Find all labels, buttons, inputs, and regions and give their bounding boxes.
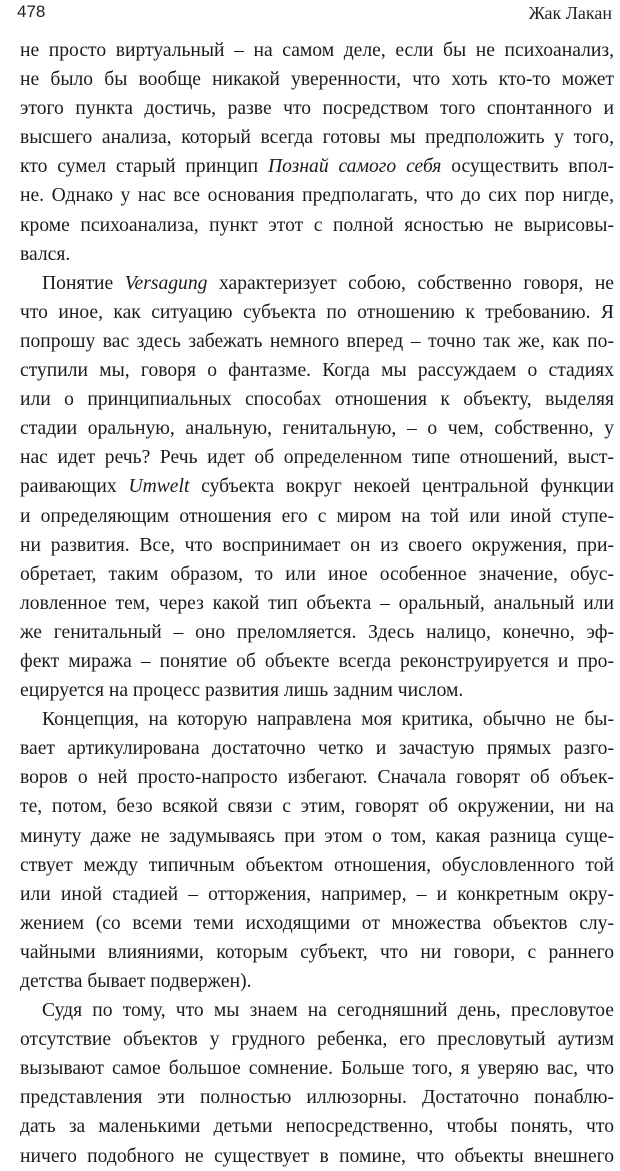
text-line	[20, 822, 614, 851]
text-run: или о принципиальных способах отношения к объекту, выделяя	[20, 389, 614, 411]
text-run: дать за маленькими детьми непосредственно, чтобы понять, что	[20, 1116, 614, 1138]
text-run: не. Однако у нас все основания предполагать, что до сих пор нигде,	[20, 185, 614, 207]
text-run: высшего анализа, который всегда готовы мы предположить у того,	[20, 127, 614, 149]
text-run: кто сумел старый принцип	[20, 156, 268, 178]
paragraph	[20, 996, 614, 1171]
text-run: детства бывает подвержен).	[20, 971, 252, 992]
paragraph	[20, 36, 614, 269]
text-line	[20, 1054, 614, 1083]
text-line	[20, 967, 614, 996]
text-run: попрошу вас здесь забежать немного вперед – точно так же, как по-	[20, 330, 614, 352]
text-line	[20, 94, 614, 123]
text-run: и определяющим отношения его с миром на той или иной ступе-	[20, 505, 614, 527]
text-line	[20, 65, 614, 94]
text-line	[20, 152, 614, 181]
text-line	[20, 560, 614, 589]
running-title: Жак Лакан	[528, 3, 612, 23]
text-line	[20, 356, 614, 385]
text-run: не просто виртуальный – на самом деле, если бы не психоанализ,	[20, 40, 614, 61]
text-run: чайными влияниями, которым субъект, что ни говори, с раннего	[20, 941, 614, 963]
text-run: обретает, таким образом, то или иное особенное значение, обус-	[20, 563, 614, 585]
text-run: субъекта вокруг некоей центральной функции	[189, 476, 615, 498]
text-run: Понятие	[42, 272, 125, 294]
text-line	[20, 647, 614, 676]
text-line	[20, 123, 614, 152]
text-run: же генитальный – оно преломляется. Здесь налицо, конечно, эф-	[20, 621, 614, 643]
text-line	[20, 1025, 614, 1054]
text-run: воров о ней просто-напросто избегают. Сначала говорят об объек-	[20, 767, 614, 789]
paragraph	[20, 269, 614, 705]
text-line	[20, 1112, 614, 1141]
text-line	[20, 531, 614, 560]
text-run: не было бы вообще никакой уверенности, что хоть кто-то может	[20, 69, 614, 91]
text-line	[20, 938, 614, 967]
text-line	[20, 298, 614, 327]
text-run: характеризует собою, собственно говоря, не	[207, 272, 614, 294]
text-run: ловленное тем, через какой тип объекта – оральный, анальный или	[20, 592, 614, 614]
text-run: ни развития. Все, что воспринимает он из своего окружения, при-	[20, 534, 614, 556]
text-run: ствует между типичным объектом отношения, обусловленного той	[20, 854, 614, 876]
body-text	[20, 36, 614, 1171]
text-line	[20, 618, 614, 647]
text-line	[20, 211, 614, 240]
text-run: те, потом, безо всякой связи с этим, говорят об окружении, ни на	[20, 796, 614, 818]
text-run: раивающих	[20, 476, 129, 498]
text-run: вызывают самое большое сомнение. Больше того, я уверяю вас, что	[20, 1058, 614, 1080]
text-line	[20, 269, 614, 298]
text-run: нас идет речь? Речь идет об определенном типе отношений, выст-	[20, 447, 614, 469]
text-line	[20, 734, 614, 763]
text-run: жением (со всеми теми исходящими от множества объектов слу-	[20, 912, 614, 934]
paragraph	[20, 705, 614, 996]
text-line	[20, 1142, 614, 1171]
text-line	[20, 502, 614, 531]
text-run: этого пункта достичь, разве что посредством того спонтанного и	[20, 98, 614, 120]
text-line	[20, 414, 614, 443]
text-line	[20, 181, 614, 210]
text-line	[20, 589, 614, 618]
text-run: Концепция, на которую направлена моя критика, обычно не бы-	[42, 709, 614, 731]
text-line	[20, 472, 614, 501]
text-run: представления эти полностью иллюзорны. Достаточно понаблю-	[20, 1087, 614, 1109]
italic-term: Umwelt	[128, 476, 190, 498]
page-header	[0, 0, 620, 30]
text-run: ступили мы, говоря о фантазме. Когда мы рассуждаем о стадиях	[20, 360, 614, 382]
text-run: ничего подобного не существует в помине, что объекты внешнего	[20, 1145, 614, 1167]
text-run: ецируется на процесс развития лишь задним числом.	[20, 680, 464, 702]
text-line	[20, 240, 614, 269]
text-run: отсутствие объектов у грудного ребенка, его пресловутый аутизм	[20, 1029, 614, 1051]
text-line	[20, 1083, 614, 1112]
text-run: минуту даже не задумываясь при этом о том, какая разница суще-	[20, 825, 614, 847]
text-run: осуществить впол-	[441, 156, 614, 178]
text-run: стадии оральную, анальную, генитальную, – о чем, собственно, у	[20, 418, 614, 440]
text-run: фект миража – понятие об объекте всегда реконструируется и про-	[20, 650, 614, 672]
text-line	[20, 909, 614, 938]
text-line	[20, 705, 614, 734]
italic-term: Познай самого себя	[267, 156, 442, 178]
text-line	[20, 763, 614, 792]
text-line	[20, 443, 614, 472]
text-line	[20, 327, 614, 356]
text-run: или иной стадией – отторжения, например, – и конкретным окру-	[20, 883, 614, 905]
text-line	[20, 385, 614, 414]
text-line	[20, 851, 614, 880]
text-line	[20, 996, 614, 1025]
text-run: вался.	[20, 243, 71, 265]
text-line	[20, 36, 614, 65]
text-run: что иное, как ситуацию субъекта по отношению к требованию. Я	[20, 301, 614, 323]
page-number: 478	[17, 2, 46, 21]
italic-term: Versagung	[124, 272, 208, 294]
text-line	[20, 676, 614, 705]
text-line	[20, 880, 614, 909]
text-line	[20, 792, 614, 821]
text-run: кроме психоанализа, пункт этот с полной ясностью не вырисовы-	[20, 214, 614, 236]
text-run: Судя по тому, что мы знаем на сегодняшний день, пресловутое	[42, 1000, 614, 1022]
text-run: вает артикулирована достаточно четко и зачастую прямых разго-	[20, 738, 614, 760]
